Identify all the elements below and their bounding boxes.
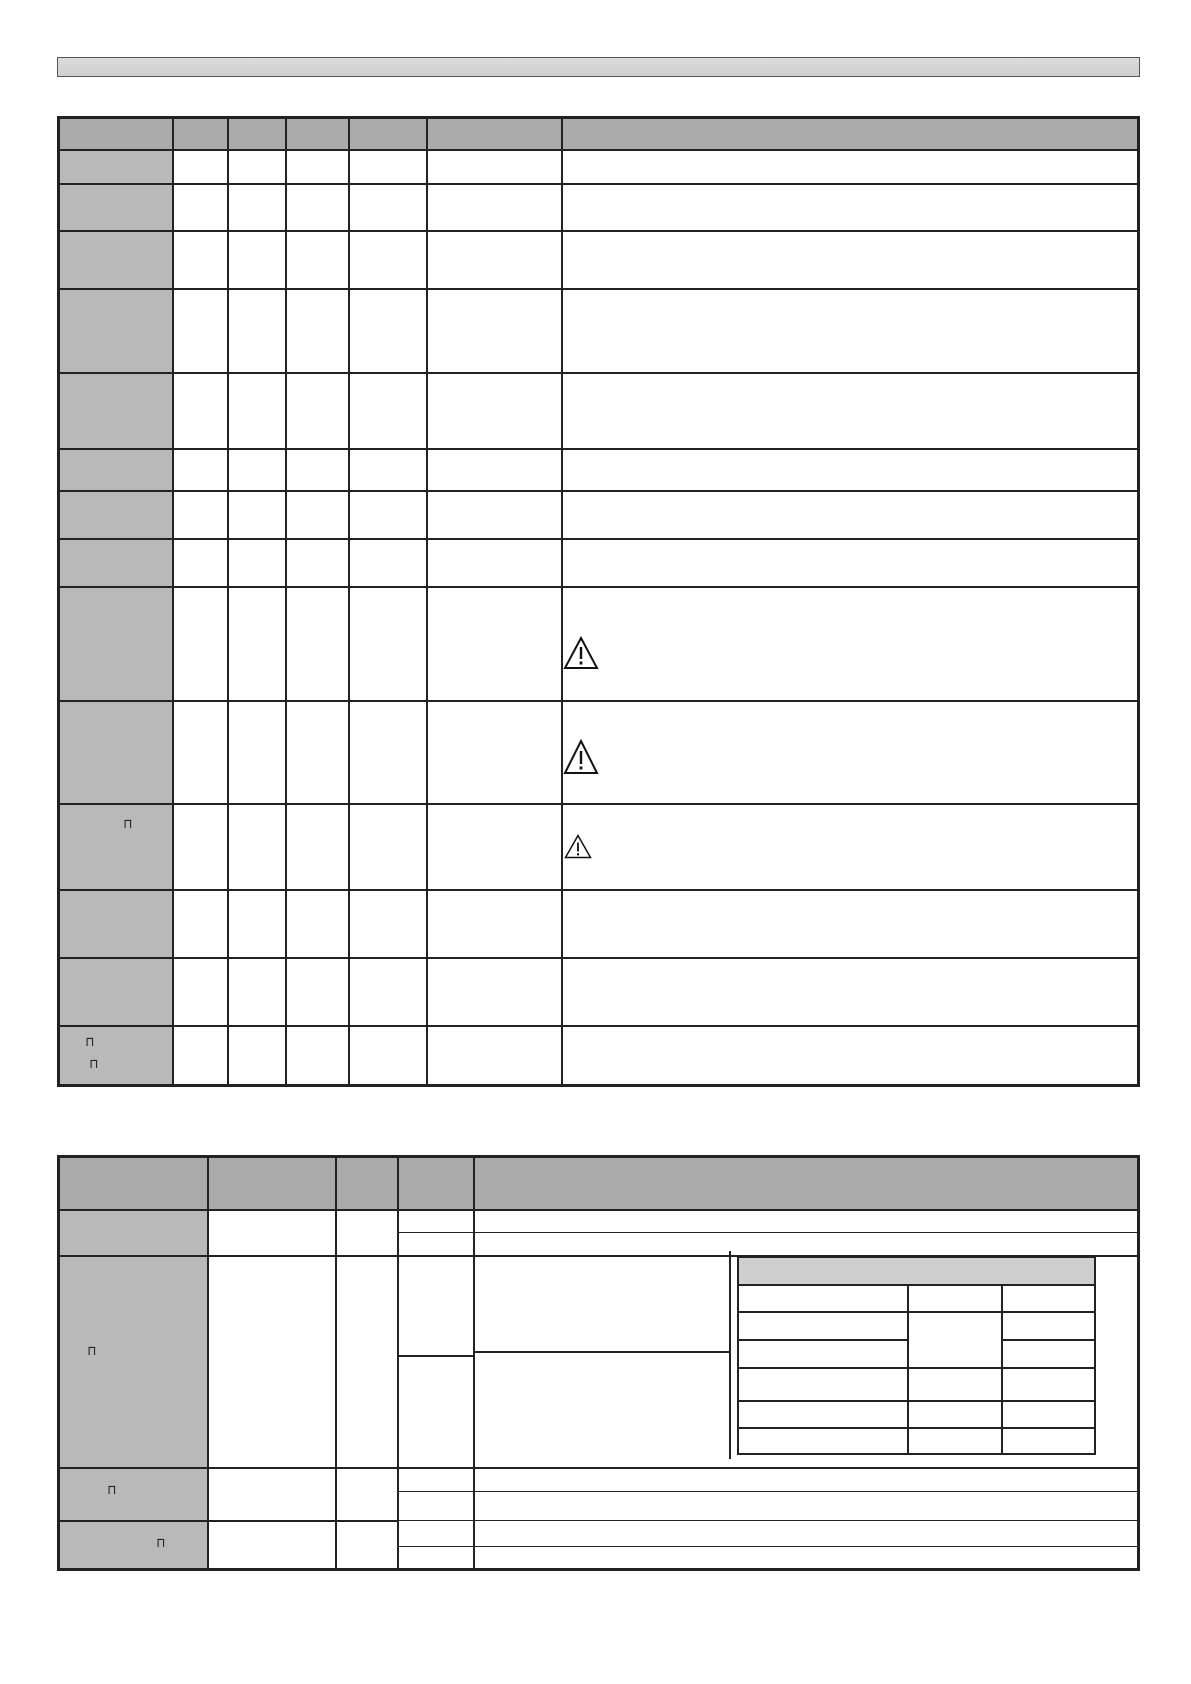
segment-display-glyph: ⊓: [157, 1536, 165, 1551]
header-cell: [562, 118, 1139, 150]
table-header-row: [59, 118, 1139, 150]
header-cell: [59, 1157, 208, 1210]
setting-label-cell: [59, 1210, 208, 1256]
table-row: [59, 289, 1139, 373]
table-row: [59, 449, 1139, 491]
table-header-row: [59, 1157, 1139, 1210]
table-row: [59, 184, 1139, 231]
warning-icon: [563, 739, 599, 775]
segment-display-glyph: ⊓: [108, 1483, 116, 1498]
table-row: [59, 1210, 1139, 1233]
header-cell: [474, 1157, 1139, 1210]
table-row: [59, 539, 1139, 587]
setting-label-cell: [59, 1468, 208, 1521]
segment-display-glyph: ⊓: [90, 1057, 98, 1072]
table-row: [59, 1521, 1139, 1547]
parameter-label-cell: [59, 373, 173, 449]
parameter-label-cell: [59, 150, 173, 184]
parameter-label-cell: [59, 184, 173, 231]
parameter-label-cell: [59, 289, 173, 373]
header-cell: [59, 118, 173, 150]
table-row: [59, 373, 1139, 449]
parameter-label-cell: [59, 491, 173, 539]
parameter-table: [57, 116, 1140, 1087]
warning-icon: [564, 834, 592, 859]
header-cell: [336, 1157, 398, 1210]
parameter-label-cell: [59, 1026, 173, 1086]
warning-icon: [563, 636, 599, 670]
header-cell: [349, 118, 427, 150]
parameter-label-cell: [59, 890, 173, 958]
parameter-label-cell: [59, 958, 173, 1026]
header-cell: [427, 118, 562, 150]
table-row: [59, 1468, 1139, 1492]
setting-label-cell: [59, 1521, 208, 1570]
parameter-label-cell: [59, 231, 173, 289]
segment-display-glyph: ⊓: [86, 1035, 94, 1050]
segment-display-glyph: ⊓: [124, 817, 132, 832]
table-row: [59, 1026, 1139, 1086]
header-cell: [208, 1157, 336, 1210]
header-cell: [398, 1157, 474, 1210]
header-cell: [228, 118, 286, 150]
parameter-label-cell: [59, 539, 173, 587]
table-row: [59, 491, 1139, 539]
description-divider: [474, 1351, 730, 1353]
segment-display-glyph: ⊓: [88, 1344, 96, 1359]
description-column-divider: [729, 1251, 731, 1459]
table-row: [59, 890, 1139, 958]
header-cell: [173, 118, 228, 150]
table-row: [59, 231, 1139, 289]
header-cell: [286, 118, 349, 150]
setting-label-cell: [59, 1256, 208, 1468]
table-row: [59, 150, 1139, 184]
parameter-label-cell: [59, 449, 173, 491]
inner-reference-table: [737, 1256, 1096, 1453]
parameter-label-cell: [59, 587, 173, 701]
parameter-label-cell: [59, 804, 173, 890]
table-row: [59, 958, 1139, 1026]
table-row: [59, 804, 1139, 890]
parameter-label-cell: [59, 701, 173, 804]
inner-header-cell: [738, 1257, 1095, 1285]
section-title-bar: [57, 57, 1140, 77]
